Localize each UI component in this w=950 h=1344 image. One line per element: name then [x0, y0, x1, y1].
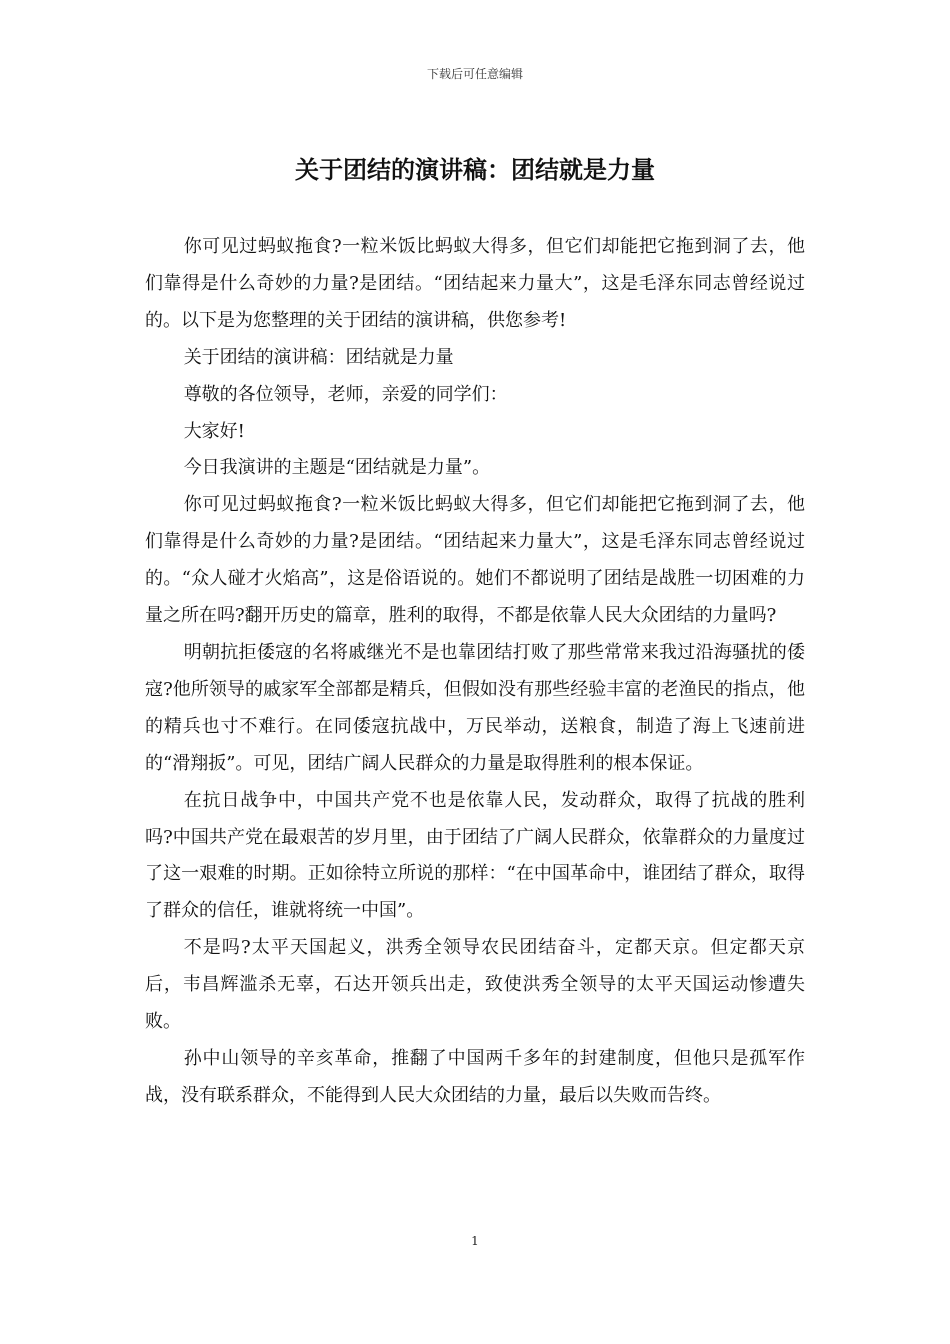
paragraph-intro: 你可见过蚂蚁拖食?一粒米饭比蚂蚁大得多，但它们却能把它拖到洞了去，他们靠得是什么奇妙的力量?是团结。“团结起来力量大”，这是毛泽东同志曾经说过的。以下是为您整理的关于团结的演讲稿，供您参考!	[145, 236, 805, 331]
page-number: 1	[471, 1234, 479, 1248]
paragraph-ants: 你可见过蚂蚁拖食?一粒米饭比蚂蚁大得多，但它们却能把它拖到洞了去，他们靠得是什么奇妙的力量?是团结。“团结起来力量大”，这是毛泽东同志曾经说过的。“众人碰才火焰高”，这是俗语说的。她们不都说明了团结是战胜一切困难的力量之所在吗?翻开历史的篇章，胜利的取得，不都是依靠人民大众团结的力量吗?	[145, 494, 805, 627]
document-title: 关于团结的演讲稿：团结就是力量	[295, 156, 655, 184]
paragraph-speech-title: 关于团结的演讲稿：团结就是力量	[183, 346, 454, 368]
paragraph-anti-japanese-war: 在抗日战争中，中国共产党不也是依靠人民，发动群众，取得了抗战的胜利吗?中国共产党在最艰苦的岁月里，由于团结了广阔人民群众，依靠群众的力量度过了这一艰难的时期。正如徐特立所说的那样：“在中国革命中，谁团结了群众，取得了群众的信任，谁就将统一中国”。	[145, 789, 805, 922]
paragraph-taiping: 不是吗?太平天国起义，洪秀全领导农民团结奋斗，定都天京。但定都天京后，韦昌辉滥杀无辜，石达开领兵出走，致使洪秀全领导的太平天国运动惨遭失败。	[145, 937, 805, 1033]
paragraph-salutation: 尊敬的各位领导，老师，亲爱的同学们：	[183, 383, 508, 405]
paragraph-xinhai: 孙中山领导的辛亥革命，推翻了中国两千多年的封建制度，但他只是孤军作战，没有联系群众，不能得到人民大众团结的力量，最后以失败而告终。	[145, 1047, 805, 1106]
paragraph-topic: 今日我演讲的主题是“团结就是力量”。	[183, 457, 491, 479]
paragraph-qi-jiguang: 明朝抗拒倭寇的名将戚继光不是也靠团结打败了那些常常来我过沿海骚扰的倭寇?他所领导的戚家军全部都是精兵，但假如没有那些经验丰富的老渔民的指点，他的精兵也寸不难行。在同倭寇抗战中，万民举动，送粮食，制造了海上飞速前进的“滑翔扳”。可见，团结广阔人民群众的力量是取得胜利的根本保证。	[145, 641, 805, 774]
paragraph-greeting: 大家好!	[183, 420, 245, 442]
document-body	[145, 229, 805, 1115]
page-header: 下载后可任意编辑	[426, 67, 523, 81]
